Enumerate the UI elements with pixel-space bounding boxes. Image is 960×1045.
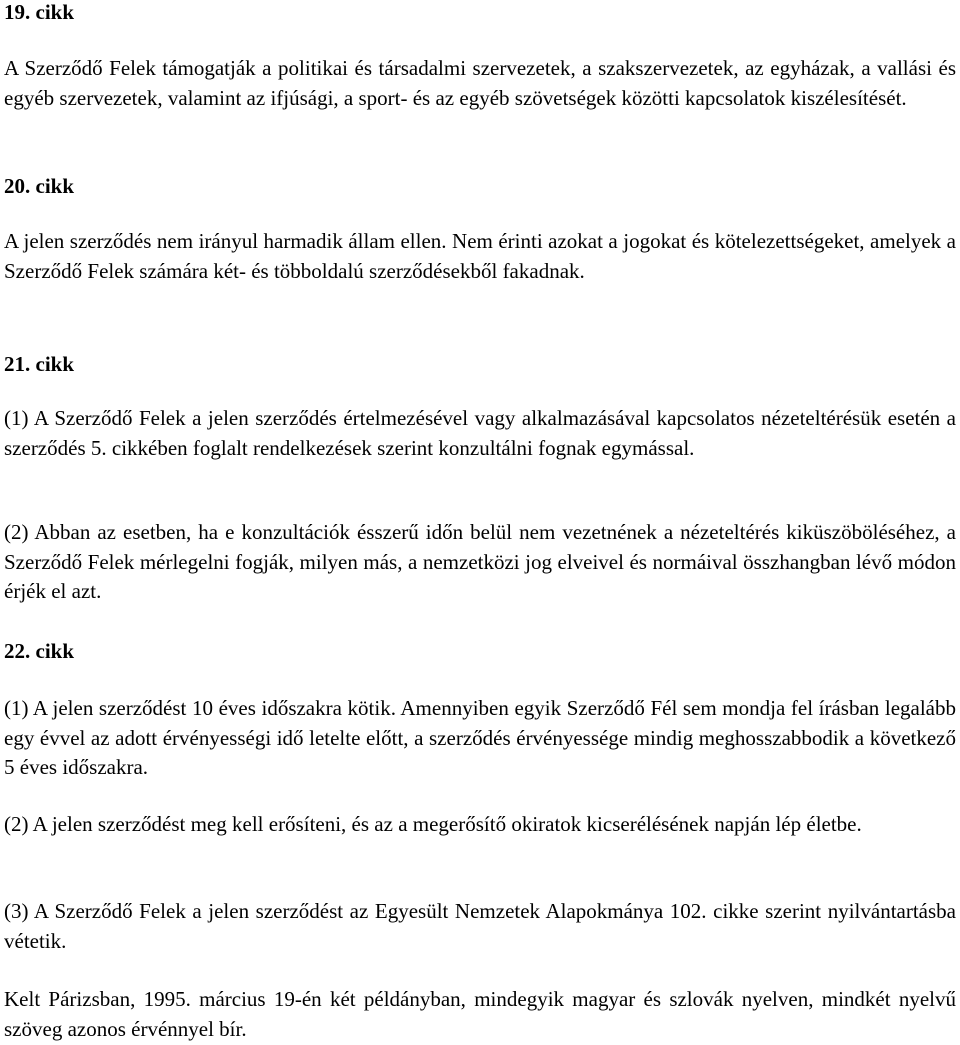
article-heading-19: 19. cikk: [4, 0, 75, 24]
article-22-paragraph-1: (1) A jelen szerződést 10 éves időszakra kötik. Amennyiben egyik Szerződő Fél sem mondja fel írásban legalább egy évvel az adott érvényességi idő letelte előtt, a szerződés érvényessége mindig meghosszabbodik a következő 5 éves időszakra.: [4, 696, 956, 779]
article-20-paragraph: A jelen szerződés nem irányul harmadik állam ellen. Nem érinti azokat a jogokat és kötelezettségeket, amelyek a Szerződő Felek számára két- és többoldalú szerződésekből fakadnak.: [4, 229, 956, 283]
article-22-paragraph-3: (3) A Szerződő Felek a jelen szerződést az Egyesült Nemzetek Alapokmánya 102. cikke szerint nyilvántartásba vétetik.: [4, 899, 956, 953]
article-heading-20: 20. cikk: [4, 174, 75, 198]
article-22-paragraph-2: (2) A jelen szerződést meg kell erősíteni, és az a megerősítő okiratok kicserélésének napján lép életbe.: [4, 812, 862, 836]
article-heading-22: 22. cikk: [4, 639, 75, 663]
article-19-paragraph: A Szerződő Felek támogatják a politikai és társadalmi szervezetek, a szakszervezetek, az egyházak, a vallási és egyéb szervezetek, valamint az ifjúsági, a sport- és az egyéb szövetségek közötti kapcsolatok kiszélesítését.: [4, 56, 956, 110]
article-21-paragraph-1: (1) A Szerződő Felek a jelen szerződés értelmezésével vagy alkalmazásával kapcsolatos nézeteltérésük esetén a szerződés 5. cikkében foglalt rendelkezések szerint konzultálni fognak egymással.: [4, 406, 956, 460]
closing-paragraph: Kelt Párizsban, 1995. március 19-én két példányban, mindegyik magyar és szlovák nyelven, mindkét nyelvű szöveg azonos érvénnyel bír.: [4, 987, 956, 1041]
article-heading-21: 21. cikk: [4, 352, 75, 376]
article-21-paragraph-2: (2) Abban az esetben, ha e konzultációk ésszerű időn belül nem vezetnének a nézeteltérés kiküszöböléséhez, a Szerződő Felek mérlegelni fogják, milyen más, a nemzetközi jog elveivel és normáival összhangban lévő módon érjék el azt.: [4, 520, 956, 603]
